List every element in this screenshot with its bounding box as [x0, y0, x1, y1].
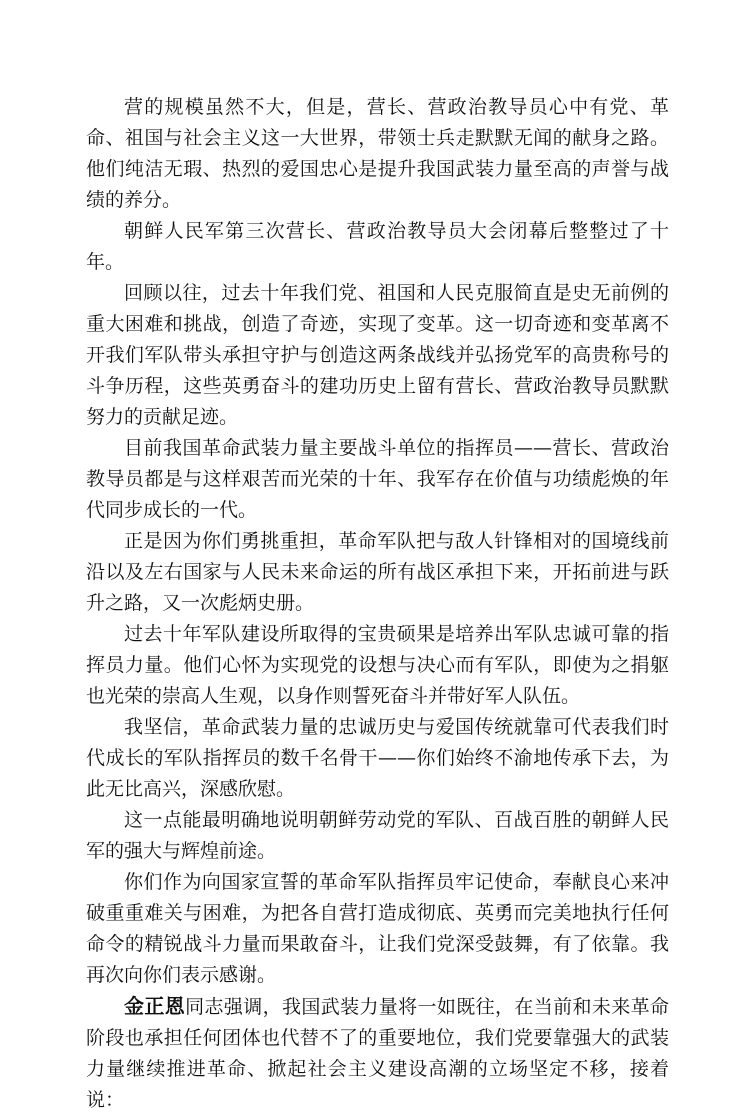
document-page: [86, 92, 669, 1116]
paragraph-2: 朝鲜人民军第三次营长、营政治教导员大会闭幕后整整过了十年。: [86, 220, 669, 273]
paragraph-4: 目前我国革命武装力量主要战斗单位的指挥员——营长、营政治教导员都是与这样艰苦而光荣的十年、我军存在价值与功绩彪焕的年代同步成长的一代。: [86, 437, 669, 521]
leader-name: 金正恩: [124, 994, 186, 1018]
paragraph-9: 你们作为向国家宣誓的革命军队指挥员牢记使命，奉献良心来冲破重重难关与困难，为把各自营打造成彻底、英勇而完美地执行任何命令的精锐战斗力量而果敢奋斗，让我们党深受鼓舞，有了依靠。我再次向你们表示感谢。: [86, 871, 669, 986]
closing-paragraph: [86, 991, 669, 1116]
paragraph-7: 我坚信，革命武装力量的忠诚历史与爱国传统就靠可代表我们时代成长的军队指挥员的数千名骨干——你们始终不渝地传承下去，为此无比高兴，深感欣慰。: [86, 716, 669, 800]
paragraph-5: 正是因为你们勇挑重担，革命军队把与敌人针锋相对的国境线前沿以及左右国家与人民未来命运的所有战区承担下来，开拓前进与跃升之路，又一次彪炳史册。: [86, 530, 669, 614]
paragraph-8: 这一点能最明确地说明朝鲜劳动党的军队、百战百胜的朝鲜人民军的强大与辉煌前途。: [86, 809, 669, 862]
paragraph-6: 过去十年军队建设所取得的宝贵硕果是培养出军队忠诚可靠的指挥员力量。他们心怀为实现党的设想与决心而有军队，即使为之捐躯也光荣的崇高人生观，以身作则誓死奋斗并带好军人队伍。: [86, 623, 669, 707]
paragraph-1: 营的规模虽然不大，但是，营长、营政治教导员心中有党、革命、祖国与社会主义这一大世界，带领士兵走默默无闻的献身之路。他们纯洁无瑕、热烈的爱国忠心是提升我国武装力量至高的声誉与战绩的养分。: [86, 96, 669, 211]
paragraph-3: 回顾以往，过去十年我们党、祖国和人民克服简直是史无前例的重大困难和挑战，创造了奇迹，实现了变革。这一切奇迹和变革离不开我们军队带头承担守护与创造这两条战线并弘扬党军的高贵称号的斗争历程，这些英勇奋斗的建功历史上留有营长、营政治教导员默默努力的贡献足迹。: [86, 282, 669, 428]
closing-text: 同志强调，我国武装力量将一如既往，在当前和未来革命阶段也承担任何团体也代替不了的重要地位，我们党要靠强大的武装力量继续推进革命、掀起社会主义建设高潮的立场坚定不移，接着说：: [86, 996, 669, 1111]
